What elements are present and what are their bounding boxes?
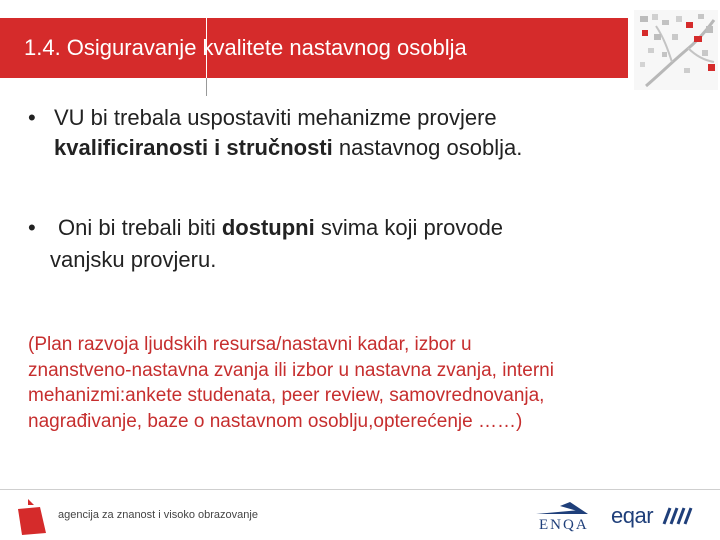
note-line: mehanizmi:ankete studenata, peer review, samovrednovanja, — [28, 385, 545, 406]
bullet-2-bold-text: dostupni — [221, 215, 315, 240]
note-line: znanstveno-nastavna zvanja ili izbor u nastavna zvanja, interni — [28, 359, 554, 381]
bullet-2-pre-text: Oni bi trebali biti — [58, 215, 222, 240]
note-line: nagrađivanje, baze o nastavnom osoblju,opterećenje ……) — [28, 410, 523, 432]
bullet-1-line-1: VU bi trebala uspostaviti mehanizme provjere — [54, 105, 497, 130]
bullet-marker: • — [28, 105, 36, 130]
decorative-tree-graphic — [628, 4, 720, 92]
bullet-marker: • — [28, 215, 36, 240]
title-divider-extension — [206, 78, 207, 96]
eqar-slashes-icon — [662, 506, 694, 526]
bullet-2-post-text: svima koji provode — [314, 215, 504, 240]
enqa-logo-text: ENQA — [539, 517, 589, 533]
bullet-2-line-1 — [58, 213, 503, 243]
note-paragraph — [28, 332, 708, 434]
footer-divider — [0, 489, 720, 490]
bullet-1-line-2 — [54, 133, 522, 163]
slide-title: 1.4. Osiguravanje kvalitete nastavnog osoblja — [24, 35, 467, 60]
bullet-2-line-2: vanjsku provjeru. — [50, 247, 217, 272]
note-line: (Plan razvoja ljudskih resursa/nastavni kadar, izbor u — [28, 334, 472, 355]
bullet-1-rest-text: nastavnog osoblja. — [332, 135, 523, 160]
azvo-logo-icon — [14, 497, 50, 537]
agency-name: agencija za znanost i visoko obrazovanje — [58, 509, 258, 521]
eqar-logo-text: eqar — [611, 503, 654, 528]
bullet-1-bold-text: kvalificiranosti i stručnosti — [54, 135, 333, 160]
